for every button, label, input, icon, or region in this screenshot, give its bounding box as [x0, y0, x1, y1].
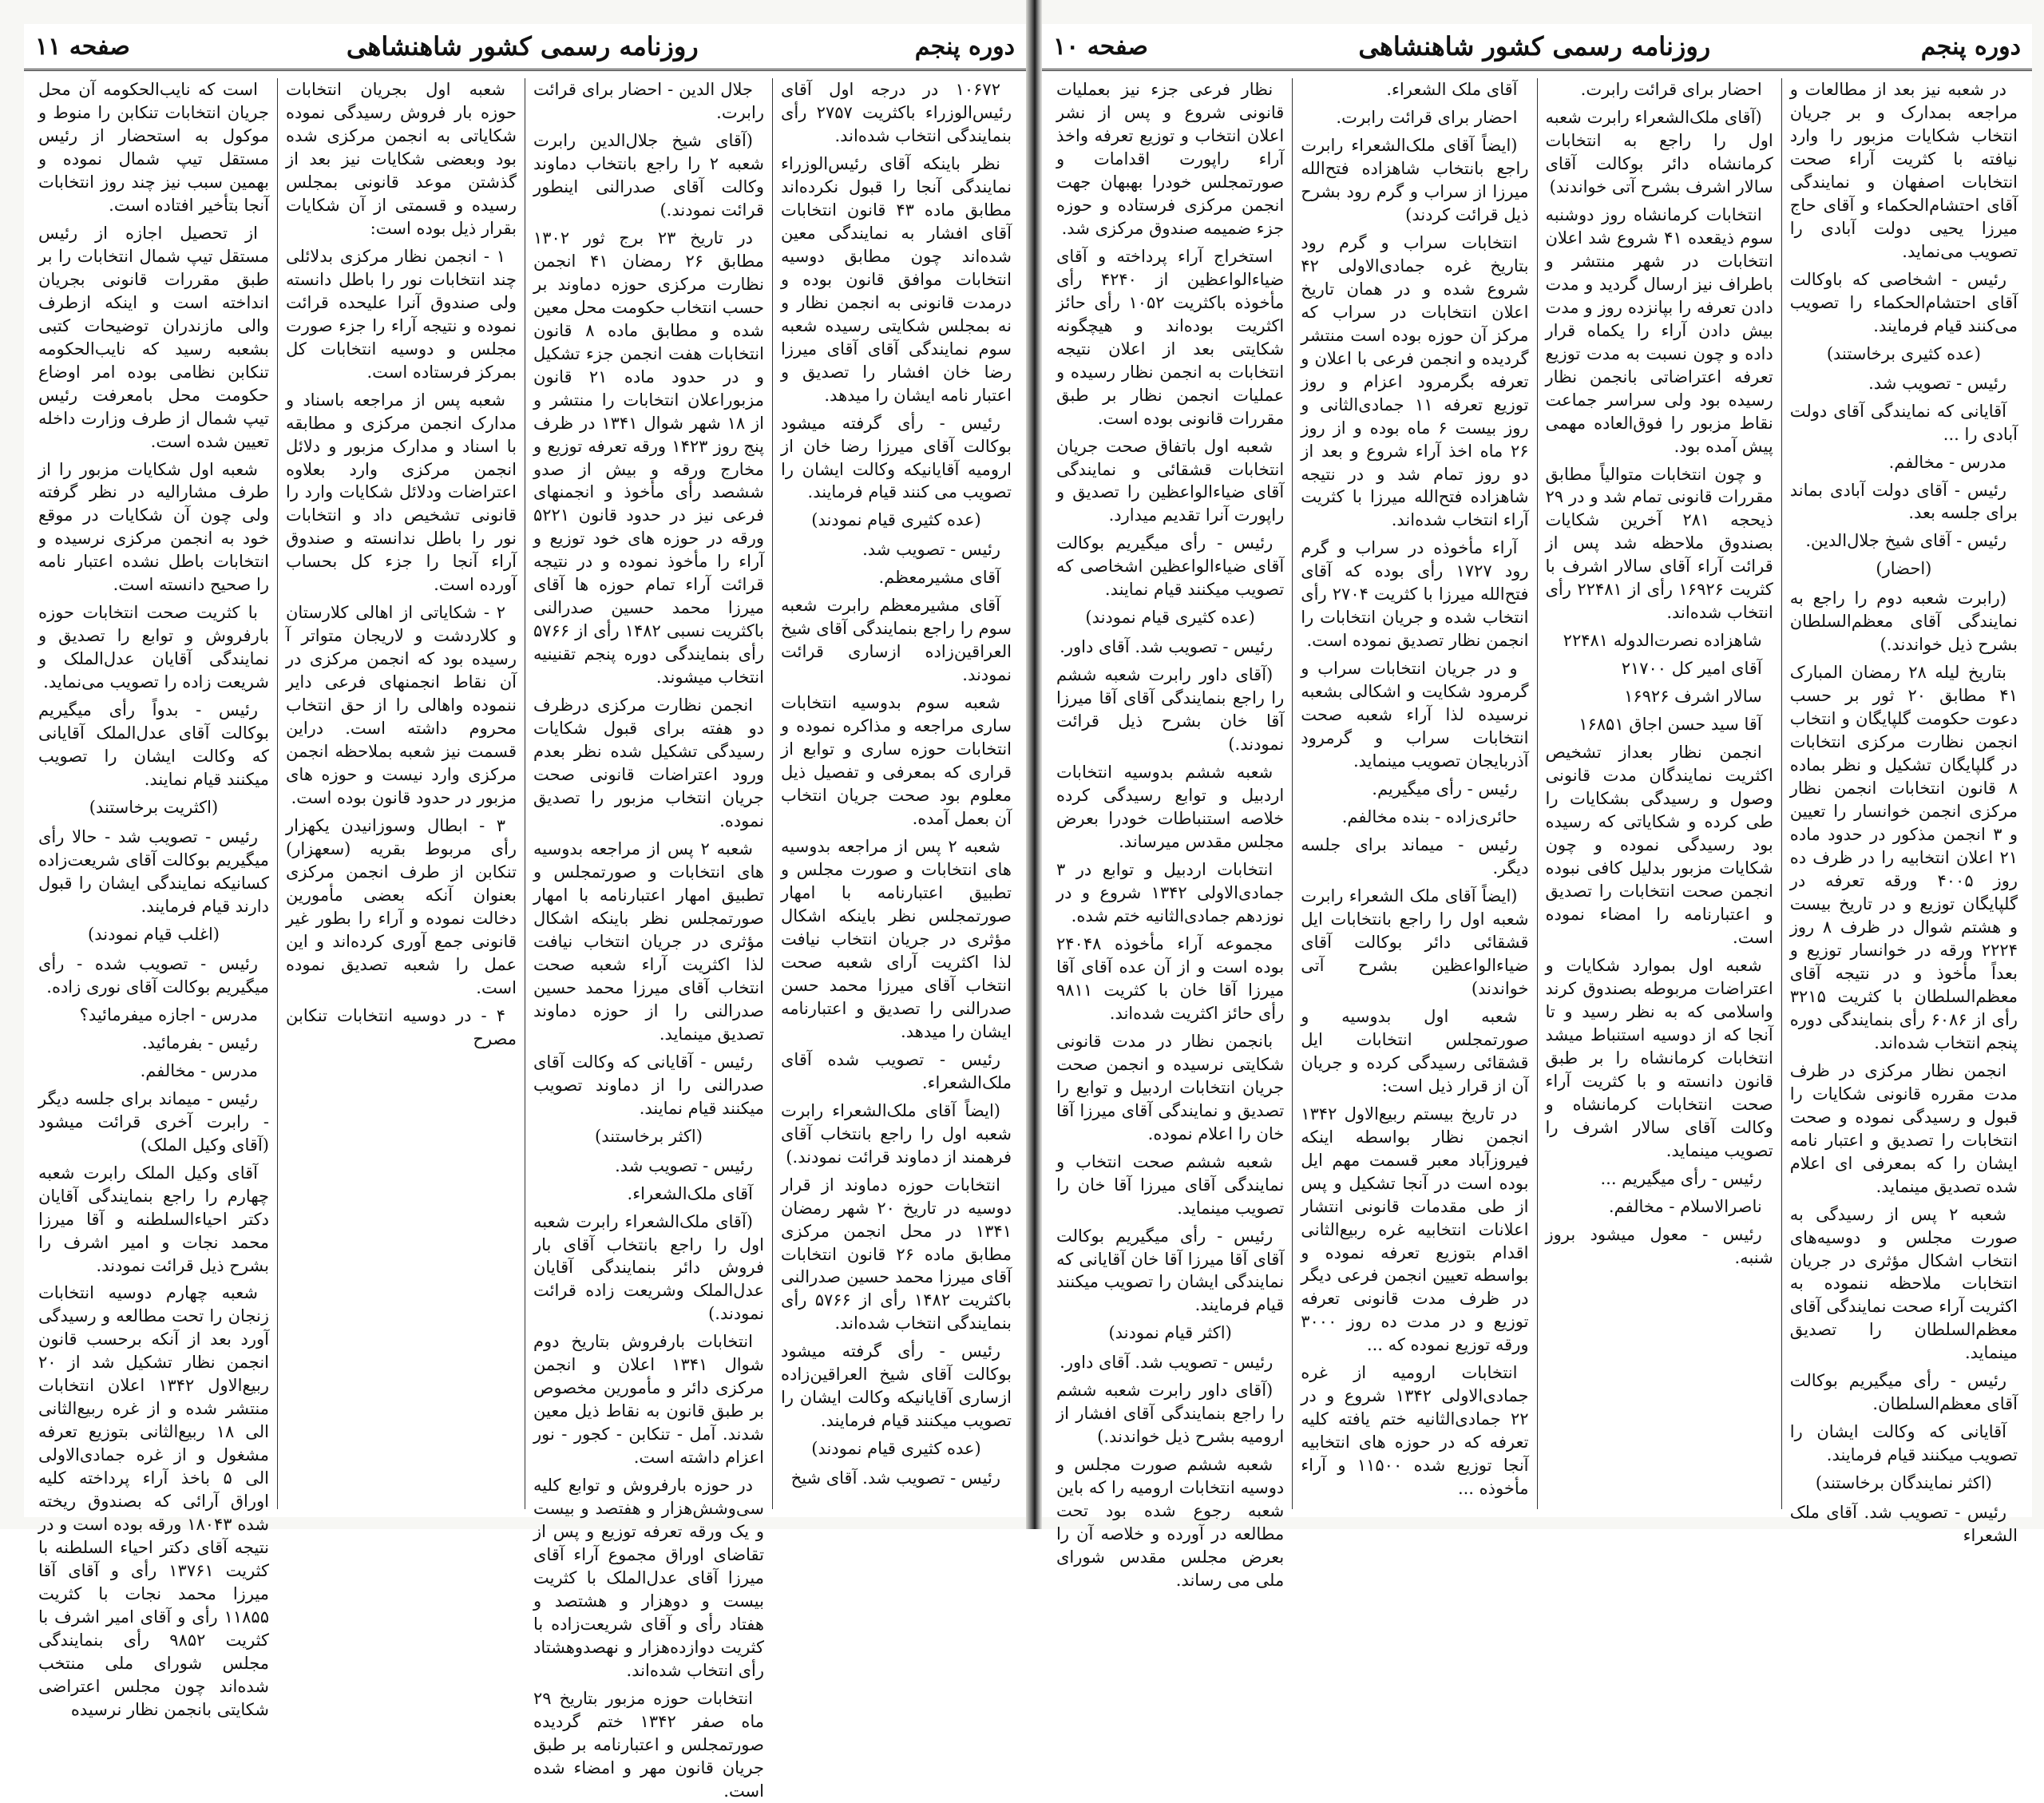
left-page-header — [24, 24, 1026, 71]
paragraph: بانجمن نظار در مدت قانونی شکایتی نرسیده و انجمن صحت جریان انتخابات اردبیل و توابع را تصدیق و نمایندگی آقای میرزا آقا خان را اعلام نموده. — [1056, 1031, 1285, 1143]
paragraph: آقای مشیرمعظم رابرت شعبه سوم را راجع بنمایندگی آقای شیخ العراقین‌زاده ازساری قرائت نمودند. — [781, 596, 1012, 685]
paragraph: رئیس - معول میشود بروز شنبه. — [1545, 1224, 1773, 1267]
paragraph: آقایانی که نمایندگی آقای دولت آبادی را ... — [1789, 401, 2018, 444]
paragraph: شعبه اول شکایات مزبور را از طرف مشارالیه در نظر گرفته ولی چون آن شکایات در موقع خود به انجمن مرکزی نرسیده و انتخابات باطل نشده اعتبار نامه را صحیح دانسته است. — [38, 459, 269, 595]
paragraph: رئیس - تصویب شد. — [862, 540, 1000, 560]
text-column — [1292, 78, 1536, 1509]
paragraph: (اکثر نمایندگان برخاستند) — [1815, 1473, 1992, 1493]
paragraph: (عده کثیری قیام نمودند) — [811, 1439, 981, 1459]
paragraph: رئیس - رأی گرفته میشود بوکالت آقای شیخ العراقین‌زاده ازساری آقایانیکه وکالت ایشان را تصویب میکنند قیام فرمایند. — [781, 1341, 1012, 1431]
paragraph: (آقای داور رابرت شعبه ششم را راجع بنمایندگی آقای افشار از ارومیه بشرح ذیل خواندند.) — [1056, 1381, 1285, 1447]
paragraph: احضار برای قرائت رابرت. — [1580, 80, 1762, 99]
paragraph: در تاریخ ۲۳ برج ثور ۱۳۰۲ مطابق ۲۶ رمضان ۴۱ انجمن نظارت مرکزی حوزه دماوند بر حسب انتخاب حکومت محل معین شده و مطابق ماده ۸ قانون انتخابات هفت انجمن جزء تشکیل و در حدود ماده ۲۱ قانون مزبوراعلان انتخابات را منتشر و از ۱۸ شهر شوال ۱۳۴۱ در ظرف پنج روز ۱۴۲۳ ورقه تعرفه توزیع و مخارج ورقه و بیش از صدو ششصد رأی مأخوذ و انجمنهای فرعی نیز در حدود قانون ۵۲۲۱ ورقه در حوزه های خود توزیع و آراء را مأخوذ نموده و در نتیجه قرائت آراء تمام حوزه ها آقای میرزا محمد حسین صدرالنی باکثریت نسبی ۱۴۸۲ رأی از ۵۷۶۶ رأی بنمایندگی دوره پنجم تقنینیه انتخاب میشوند. — [533, 228, 765, 688]
paragraph: آقای ملک الشعراء. — [1386, 80, 1518, 99]
paragraph: (احضار) — [1876, 559, 1932, 579]
paragraph: انتخابات سراب و گرم رود بتاریخ غره جمادی‌الاولی ۴۲ شروع شده و در همان تاریخ اعلان انتخابات در سراب که مرکز آن حوزه بوده است منتشر گردیده و انجمن فرعی با اعلان و تعرفه بگرمرود اعزام و روز توزیع تعرفه ۱۱ جمادی‌الثانی و روز بیست ۶ ماه بوده و از روز ۲۶ ماه اخذ آراء شروع و بعد از دو روز تمام شد و در نتیجه شاهزاده فتح‌الله میرزا با کثریت آراء انتخاب شده‌اند. — [1301, 232, 1529, 530]
paragraph: (آقای داور رابرت شعبه ششم را راجع بنمایندگی آقای آقا میرزا آقا خان بشرح ذیل قرائت نمودند.) — [1056, 665, 1285, 755]
paragraph: شعبه ششم صورت مجلس و دوسیه انتخابات ارومیه را که باین شعبه رجوع شده بود تحت مطالعه در آورده و خلاصه آن را بعرض مجلس مقدس شورای ملی می رساند. — [1056, 1455, 1285, 1591]
text-column — [277, 78, 525, 1509]
paragraph: شاهزاده نصرت‌الدوله ۲۲۴۸۱ — [1563, 631, 1762, 651]
paragraph: ۴ - در دوسیه انتخابات تنکابن مصرح — [286, 1005, 517, 1048]
paragraph: ۱ - انجمن نظار مرکزی بدلائلی چند انتخابات نور را باطل دانسته ولی صندوق آنرا علیحده قرائت نموده و نتیجه آراء را جزء صورت مجلس و دوسیه انتخابات کل بمرکز فرستاده است. — [286, 246, 517, 382]
newspaper-title: روزنامه رسمی کشور شاهنشاهی — [346, 31, 699, 61]
paragraph: انتخابات حوزه مزبور بتاریخ ۲۹ ماه صفر ۱۳۴۲ ختم گردیده صورتمجلس و اعتبارنامه بر طبق جریان قانون مهر و امضاء شده است. — [533, 1688, 764, 1801]
paragraph: شعبه ۲ پس از رسیدگی به صورت مجلس و دوسیه‌های انتخاب اشکال مؤثری در جریان انتخابات ملاحظه ننموده به اکثریت آراء صحت نمایندگی آقای معظم‌السلطان را تصدیق مینماید. — [1789, 1204, 2018, 1363]
paragraph: رئیس - آقای دولت آبادی بماند برای جلسه بعد. — [1789, 480, 2018, 523]
paragraph: مدرس - مخالفم. — [1888, 452, 2006, 472]
text-column — [1537, 78, 1781, 1509]
paragraph: رئیس - رأی میگیریم ... — [1600, 1168, 1762, 1188]
paragraph: شعبه اول باتفاق صحت جریان انتخابات قشقائی و نمایندگی آقای ضیاءالواعظین را تصدیق و راپورت آنرا تقدیم میدارد. — [1056, 436, 1285, 525]
paragraph: آقا سید حسن اجاق ۱۶۸۵۱ — [1579, 715, 1762, 735]
paragraph: رئیس - میماند برای جلسه دیگر. — [1301, 835, 1529, 878]
page-number: صفحه ۱۰ — [1053, 32, 1148, 61]
paragraph: ۱۰۶۷۲ در درجه اول آقای رئیس‌الوزراء باکثریت ۲۷۵۷ رأی بنمایندگی انتخاب شده‌اند. — [781, 80, 1012, 145]
paragraph: آراء مأخوذه در سراب و گرم رود ۱۷۲۷ رأی بوده که آقای فتح‌الله میرزا با کثریت ۲۷۰۴ رأی انتخاب شده و جریان انتخابات را انجمن نظار تصدیق نموده است. — [1301, 538, 1529, 651]
paragraph: رئیس - اشخاصی که باوکالت آقای احتشام‌الحکماء را تصویب می‌کنند قیام فرمایند. — [1789, 269, 2018, 335]
text-column — [30, 78, 277, 1719]
paragraph: ۲ - شکایاتی از اهالی کلارستان و کلاردشت و لاریجان متواتر آ رسیده بود که انجمن مرکزی در آن نقاط انجمنهای فرعی دایر ننموده واهالی را از حق انتخاب محروم داشته است. دراین قسمت نیز شعبه بملاحظه انجمن مرکزی وارد نیست و حوزه های مزبور در حدود قانون بوده است. — [286, 603, 517, 808]
right-page-columns — [1048, 78, 2026, 1591]
paragraph: رئیس - آقایانی که وکالت آقای صدرالنی را از دماوند تصویب میکنند قیام نمایند. — [533, 1052, 764, 1118]
paragraph: رئیس - تصویب شد. آقای داور. — [1060, 1353, 1274, 1373]
paragraph: رئیس - تصویب شد. — [615, 1155, 753, 1175]
paragraph: و چون انتخابات متوالیاً مطابق مقررات قانونی تمام شد و در ۲۹ ذیحجه ۲۸۱ آخرین شکایات بصندوق ملاحظه شد پس از قرائت آراء آقای سالار اشرف با کثریت ۱۶۹۲۶ رأی از ۲۲۴۸۱ رأی انتخاب شده‌اند. — [1545, 464, 1773, 623]
paragraph: جلال الدین - احضار برای قرائت رابرت. — [533, 80, 764, 122]
page-number: صفحه ۱۱ — [35, 32, 130, 61]
paragraph: استخراج آراء پرداخته و آقای ضیاءالواعظین از ۴۲۴۰ رأی مأخوذه باکثریت ۱۰۵۲ رأی حائز اکثریت بوده‌اند و هیچگونه شکایتی بعد از اعلان نتیجه انتخابات به انجمن نظار رسیده و عملیات انجمن نظار بر طبق مقررات قانونی بوده است. — [1056, 246, 1285, 428]
text-column — [525, 78, 772, 1801]
paragraph: (اغلب قیام نمودند) — [88, 924, 220, 944]
paragraph: با کثریت صحت انتخابات حوزه بارفروش و توابع را تصدیق و نمایندگی آقایان عدل‌الملک و شریعت زاده را تصویب می‌نماید. — [38, 603, 269, 692]
paragraph: (ایضاً آقای ملک‌الشعراء رابرت راجع بانتخاب شاهزاده فتح‌الله میرزا از سراب و گرم رود بشرح ذیل قرائت کردند) — [1301, 135, 1529, 224]
paragraph: انتخابات بارفروش بتاریخ دوم شوال ۱۳۴۱ اعلان و انجمن مرکزی دائر و مأمورین مخصوص بر طبق قانون به نقاط ذیل معین شدند. آمل - تنکابن - کجور - نور اعزام داشته است. — [533, 1332, 764, 1468]
paragraph: آقای مشیرمعظم. — [878, 568, 1000, 588]
period-label: دوره پنجم — [1920, 32, 2021, 61]
paragraph: انجمن نظار بعداز تشخیص اکثریت نمایندگان مدت قانونی وصول و رسیدگی بشکایات را طی کرده و شکایاتی که رسیده بود رسیدگی نموده و چون شکایات مزبور بدلیل کافی نبوده انجمن صحت انتخابات را تصدیق و اعتبارنامه را امضاء نموده است. — [1545, 743, 1773, 947]
paragraph: رئیس - میماند برای جلسه دیگر - رابرت آخری قرائت میشود (آقای وکیل الملک) — [38, 1088, 269, 1155]
paragraph: رئیس - تصویب شد. آقای ملک الشعراء — [1789, 1503, 2018, 1546]
paragraph: ناصرالاسلام - مخالفم. — [1608, 1196, 1762, 1216]
paragraph: آقای امیر کل ۲۱۷۰۰ — [1621, 659, 1762, 679]
paragraph: (عده کثیری قیام نمودند) — [811, 510, 981, 530]
right-page-header — [1042, 24, 2032, 71]
paragraph: انتخابات حوزه دماوند از قرار دوسیه در تاریخ ۲۰ شهر رمضان ۱۳۴۱ در محل انجمن مرکزی مطابق ماده ۲۶ قانون انتخابات آقای میرزا محمد حسین صدرالنی باکثریت ۱۴۸۲ رأی از ۵۷۶۶ رأی بنمایندگی انتخاب شده‌اند. — [781, 1175, 1012, 1333]
paragraph: بتاریخ لیله ۲۸ رمضان المبارک ۴۱ مطابق ۲۰ ثور بر حسب دعوت حکومت گلپایگان و انتخاب انجمن نظارت مرکزی انتخابات در گلپایگان تشکیل و نظر بماده ۸ قانون انتخابات انجمن نظار مرکزی انجمن خوانسار را تعیین و ۳ انجمن مذکور در حدود ماده ۲۱ اعلان انتخابیه را در ظرف ده روز ۴۰۰۵ ورقه تعرفه در گلپایگان توزیع و در تاریخ بیست و هشتم شوال در ظرف ۸ روز ۲۲۲۴ ورقه در خوانسار توزیع و بعداً مأخوذ و در نتیجه آقای معظم‌السلطان با کثریت ۳۲۱۵ رأی از ۶۰۸۶ رأی بنمایندگی دوره پنجم انتخاب شده‌اند. — [1789, 663, 2018, 1052]
paragraph: رئیس - رأی گرفته میشود بوکالت آقای میرزا رضا خان از ارومیه آقایانیکه وکالت ایشان را تصویب می کنند قیام فرمایند. — [781, 413, 1012, 502]
paragraph: شعبه اول بدوسیه و صورتمجلس انتخابات ایل قشقائی رسیدگی کرده و جریان آن از قرار ذیل است: — [1301, 1006, 1529, 1096]
paragraph: رئیس - رأی میگیریم بوکالت آقای معظم‌السلطان. — [1789, 1371, 2018, 1414]
paragraph: انجمن نظارت مرکزی درظرف دو هفته برای قبول شکایات رسیدگی تشکیل شده نظر بعدم ورود اعتراضات قانونی صحت جریان انتخاب مزبور را تصدیق نموده. — [533, 695, 764, 831]
paragraph: آقای ملک‌الشعراء. — [627, 1183, 753, 1203]
paragraph: شعبه پس از مراجعه باسناد و مدارک انجمن مرکزی و مطابقه با اسناد و مدارک مزبور و دلائل انجمن مرکزی وارد بعلاوه اعتراضات ودلائل شکایات وارد را قانونی تشخیص داد و انتخابات نور را باطل ندانسته و صندوق آراء آنجا را جزء کل بحساب آورده است. — [286, 390, 517, 595]
paragraph: شعبه چهارم دوسیه انتخابات زنجان را تحت مطالعه و رسیدگی آورد بعد از آنکه برحسب قانون انجمن نظار تشکیل شد از ۲۰ ربیع‌الاول ۱۳۴۲ اعلان انتخابات منتشر شده و از غره ربیع‌الثانی الی ۱۸ ربیع‌الثانی بتوزیع تعرفه مشغول و از غره جمادی‌الاولی الی ۵ باخذ آراء پرداخته کلیه اوراق آرائی که بصندوق ریخته شده ۱۸۰۴۳ ورقه بوده است و در نتیجه آقای دکتر احیاء السلطنه با کثریت ۱۳۷۶۱ رأی و آقای آقا میرزا محمد نجات با کثریت ۱۱۸۵۵ رأی و آقای امیر اشرف با کثریت ۹۸۵۲ رأی بنمایندگی مجلس شورای ملی منتخب شده‌اند چون مجلس اعتراضی شکایتی بانجمن نظار نرسیده — [38, 1283, 269, 1719]
paragraph: رئیس - بدواً رأی میگیریم بوکالت آقای عدل‌الملک آقایانی که وکالت ایشان را تصویب میکنند قیام نمایند. — [38, 700, 269, 790]
paragraph: نظار فرعی جزء نیز بعملیات قانونی شروع و پس از نشر اعلان انتخاب و توزیع تعرفه واخذ آراء راپورت اقدامات و صورتمجلس خودرا بهبهان جهت انجمن مرکزی فرستاده و حوزه جزء ضمیمه صندوق مرکزی شد. — [1056, 80, 1285, 238]
paragraph: شعبه ۲ پس از مراجعه بدوسیه های انتخابات و صورتمجلس و تطبیق امهار اعتبارنامه با امهار صورتمجلس نظر باینکه اشکال مؤثری در جریان انتخاب نیافت لذا اکثریت آراء شعبه صحت انتخاب آقای میرزا محمد حسین صدرالنی را از حوزه دماوند تصدیق مینماید. — [533, 839, 764, 1044]
paragraph: شعبه اول بجریان انتخابات حوزه بار فروش رسیدگی نموده شکایاتی به انجمن مرکزی شده بود وبعضی شکایات نیز بعد از گذشتن موعد قانونی بمجلس رسیده و قسمتی از آن شکایات بقرار ذیل بوده است: — [286, 80, 517, 238]
paragraph: ۳ - ابطال وسوزانیدن یکهزار رأی مربوط بقریه (سعهزار) تنکابن از طرف انجمن مرکزی بعنوان آنکه بعضی مأمورین دخالت نموده و آراء را بطور غیر قانونی جمع آوری کرده‌اند و این عمل را شعبه تصدیق نموده است. — [286, 816, 517, 997]
paragraph: شعبه اول بموارد شکایات و اعتراضات مربوطه بصندوق کرند واسلامی که به نظر رسید و تا آنجا که از دوسیه استنباط میشد انتخابات کرمانشاه را بر طبق قانون دانسته و با کثریت آراء صحت انتخابات کرمانشاه و وکالت آقای سالار اشرف را تصویب مینماید. — [1545, 955, 1773, 1160]
right-page — [1042, 24, 2032, 1591]
paragraph: و در جریان انتخابات سراب و گرمرود شکایت و اشکالی بشعبه نرسیده لذا آراء شعبه صحت انتخابات سراب و گرمرود آذربایجان تصویب مینماید. — [1301, 659, 1529, 771]
paragraph: (رابرت شعبه دوم را راجع به نمایندگی آقای معظم‌السلطان بشرح ذیل خواندند.) — [1789, 588, 2018, 655]
paragraph: رئیس - تصویب شد. آقای شیخ — [790, 1468, 1000, 1488]
paragraph: رئیس - رأی میگیریم. — [1372, 779, 1518, 799]
paragraph: رئیس - رأی میگیریم بوکالت آقای آقا میرزا آقا خان آقایانی که نمایندگی ایشان را تصویب میکنند قیام فرمایند. — [1056, 1226, 1285, 1315]
paragraph: (عده کثیری قیام نمودند) — [1085, 608, 1255, 628]
paragraph: مجموعه آراء مأخوذه ۲۴۰۴۸ بوده است و از آن عده آقای آقا میرزا آقا خان با کثریت ۹۸۱۱ رأی حائز اکثریت شده‌اند. — [1056, 933, 1285, 1023]
page-gutter — [1026, 0, 1042, 1529]
paragraph: شعبه ششم صحت انتخاب و نمایندگی آقای میرزا آقا خان را تصویب مینماید. — [1056, 1151, 1285, 1218]
paragraph: آقایانی که وکالت ایشان را تصویب میکنند قیام فرمایند. — [1789, 1422, 2018, 1465]
paragraph: انجمن نظار مرکزی در ظرف مدت مقرره قانونی شکایات را قبول و رسیدگی نموده و صحت انتخابات را تصدیق و اعتبار نامه ایشان را که بمعرفی ای اعلام شده تصدیق مینماید. — [1789, 1060, 2018, 1196]
paragraph: رئیس - تصویب شده - رأی میگیریم بوکالت آقای نوری زاده. — [38, 953, 269, 997]
paragraph: رئیس - تصویب شد. آقای داور. — [1060, 637, 1274, 657]
paragraph: حائری‌زاده - بنده مخالفم. — [1341, 807, 1518, 827]
paragraph: احضار برای قرائت رابرت. — [1336, 107, 1518, 127]
paragraph: (اکثر برخاستند) — [595, 1126, 703, 1146]
paragraph: شعبه ششم بدوسیه انتخابات اردبیل و توابع رسیدگی کرده خلاصه استنباطات خودرا بعرض مجلس مقدس میرساند. — [1056, 763, 1285, 852]
paragraph: (آقای ملک‌الشعراء رابرت شعبه اول را راجع بانتخاب آقای بار فروش دائر بنمایندگی آقایان عدل‌الملک وشریعت زاده قرائت نمودند.) — [533, 1211, 764, 1324]
paragraph: رئیس - بفرمائید. — [141, 1032, 258, 1052]
paragraph: (آقای ملک‌الشعراء رابرت شعبه اول را راجع به انتخابات کرمانشاه دائر بوکالت آقای سالار اشرف بشرح آتی خواندند) — [1545, 107, 1773, 196]
paragraph: رئیس - تصویب شد. — [1868, 373, 2006, 393]
paragraph: رئیس - آقای شیخ جلال‌الدین. — [1805, 531, 2006, 551]
text-column — [1048, 78, 1292, 1591]
period-label: دوره پنجم — [914, 32, 1015, 61]
paragraph: سالار اشرف ۱۶۹۲۶ — [1624, 687, 1762, 707]
paragraph: در شعبه نیز بعد از مطالعات و مراجعه بمدارک و بر جریان انتخاب شکایات مزبور را وارد نیافته با کثریت آراء صحت انتخابات اصفهان و نمایندگی آقای احتشام‌الحکماء و آقای حاج میرزا یحیی دولت آبادی را تصویب می‌نماید. — [1789, 80, 2018, 261]
left-page-columns — [30, 78, 1020, 1801]
left-page — [24, 24, 1026, 1801]
paragraph: (اکثریت برخاستند) — [89, 798, 219, 818]
paragraph: است که نایب‌الحکومه آن محل جریان انتخابات تنکابن را منوط و موکول به استحضار از رئیس مستقل تیپ شمال نموده و بهمین سبب نیز چند روز انتخابات آنجا بتأخیر افتاده است. — [38, 80, 269, 215]
newspaper-title: روزنامه رسمی کشور شاهنشاهی — [1358, 31, 1711, 61]
paragraph: انتخابات ارومیه از غره جمادی‌الاولی ۱۳۴۲ شروع و در ۲۲ جمادی‌الثانیه ختم یافته کلیه تعرفه که در حوزه های انتخابیه آنجا توزیع شده ۱۱۵۰۰ و آراء مأخوذه ... — [1301, 1363, 1529, 1499]
paragraph: شعبه سوم بدوسیه انتخابات ساری مراجعه و مذاکره نموده و انتخابات حوزه ساری و توابع از قراری که بمعرفی و تفصیل ذیل معلوم بود صحت جریان انتخاب آن بعمل آمده. — [781, 693, 1012, 829]
paragraph: (عده کثیری برخاستند) — [1826, 343, 1981, 363]
text-column — [772, 78, 1020, 1509]
paragraph: شعبه ۲ پس از مراجعه بدوسیه های انتخابات و صورت مجلس و تطبیق اعتبارنامه با امهار صورتمجلس نظر باینکه اشکال مؤثری در جریان انتخاب نیافت لذا اکثریت آرای شعبه صحت انتخاب آقای میرزا محمد حسن صدرالنی را تصدیق و اعتبارنامه ایشان را میدهد. — [781, 837, 1012, 1041]
paragraph: آقای وکیل الملک رابرت شعبه چهارم را راجع بنمایندگی آقایان دکتر احیاءالسلطنه و آقا میرزا محمد نجات و امیر اشرف را بشرح ذیل قرائت نمودند. — [38, 1163, 269, 1275]
text-column — [1781, 78, 2026, 1546]
paragraph: در تاریخ بیستم ربیع‌الاول ۱۳۴۲ انجمن نظار بواسطه اینکه فیروزآباد معبر قسمت مهم ایل بوده است در آنجا تشکیل و پس از طی مقدمات قانونی انتشار اعلانات انتخابیه غره ربیع‌الثانی اقدام بتوزیع تعرفه نموده و بواسطه تعیین انجمن فرعی دیگر در ظرف مدت قانونی تعرفه توزیع و در مدت ده روز ۳۰۰۰ ورقه توزیع نموده که ... — [1301, 1104, 1529, 1355]
paragraph: (ایضاً آقای ملک‌الشعراء رابرت شعبه اول را راجع بانتخاب آقای فرهمند از دماوند قرائت نمودند.) — [781, 1100, 1012, 1167]
paragraph: (ایضاً آقای ملک الشعراء رابرت شعبه اول را راجع بانتخابات ایل قشقائی دائر بوکالت آقای ضیاءالواعظین بشرح آتی خواندند) — [1301, 886, 1529, 998]
paragraph: انتخابات اردبیل و توابع در ۳ جمادی‌الاولی ۱۳۴۲ شروع و در نوزدهم جمادی‌الثانیه ختم شده. — [1056, 860, 1285, 925]
paragraph: (آقای شیخ جلال‌الدین رابرت شعبه ۲ را راجع بانتخاب دماوند وکالت آقای صدرالنی اینطور قرائت نمودند.) — [533, 130, 765, 220]
paragraph: رئیس - تصویب شده آقای ملک‌الشعراء. — [781, 1049, 1012, 1092]
paragraph: (اکثر قیام نمودند) — [1108, 1323, 1232, 1343]
paragraph: رئیس - رأی میگیریم بوکالت آقای ضیاءالواعظین اشخاصی که تصویب میکنند قیام نمایند. — [1056, 533, 1285, 600]
paragraph: در حوزه بارفروش و توابع کلیه سی‌وشش‌هزار و هفتصد و بیست و یک ورقه تعرفه توزیع و پس از تقاضای اوراق مجموع آراء آقای میرزا آقای عدل‌الملک با کثریت بیست و دوهزار و هشتصد و هفتاد رأی و آقای شریعت‌زاده با کثریت دوازده‌هزار و نهصدوهشتاد رأی انتخاب شده‌اند. — [533, 1476, 764, 1680]
paragraph: از تحصیل اجازه از رئیس مستقل تیپ شمال انتخابات را بر طبق مقررات قانونی بجریان انداخته است و اینکه ازطرف والی مازندران توضیحات کتبی بشعبه رسید که نایب‌الحکومه تنکابن نظامی بوده امر اوضاع حکومت محل بامعرفت رئیس تیپ شمال از طرف وزارت داخله تعیین شده است. — [38, 223, 269, 451]
paragraph: رئیس - تصویب شد - حالا رأی میگیریم بوکالت آقای شریعت‌زاده کسانیکه نمایندگی ایشان را قبول دارند قیام فرمایند. — [38, 827, 269, 916]
paragraph: مدرس - مخالفم. — [140, 1060, 258, 1080]
paragraph: مدرس - اجازه میفرمائید؟ — [79, 1005, 258, 1024]
paragraph: انتخابات کرمانشاه روز دوشنبه سوم ذیقعده ۴۱ شروع شد اعلان انتخابات در شهر منتشر و باطراف نیز ارسال گردید و مدت دادن تعرفه را بپانزده روز و مدت بیش دادن آراء را یکماه قرار داده و چون نسبت به مدت توزیع تعرفه اعتراضاتی بانجمن نظار رسیده بود ولی سراسر جماعت نقاط مزبور را فوق‌العاده مهمی پیش آمده بود. — [1545, 204, 1773, 456]
paragraph: نظر باینکه آقای رئیس‌الوزراء نمایندگی آنجا را قبول نکرده‌اند مطابق ماده ۴۳ قانون انتخابات آقای افشار به نمایندگی معین شده‌اند چون مطابق دوسیه انتخابات موافق قانون بوده و درمدت قانونی به انجمن نظار و نه بمجلس شکایتی رسیده شعبه سوم نمایندگی آقای آقای میرزا رضا خان افشار را تصدیق و اعتبار نامه ایشان را میدهد. — [781, 153, 1012, 405]
